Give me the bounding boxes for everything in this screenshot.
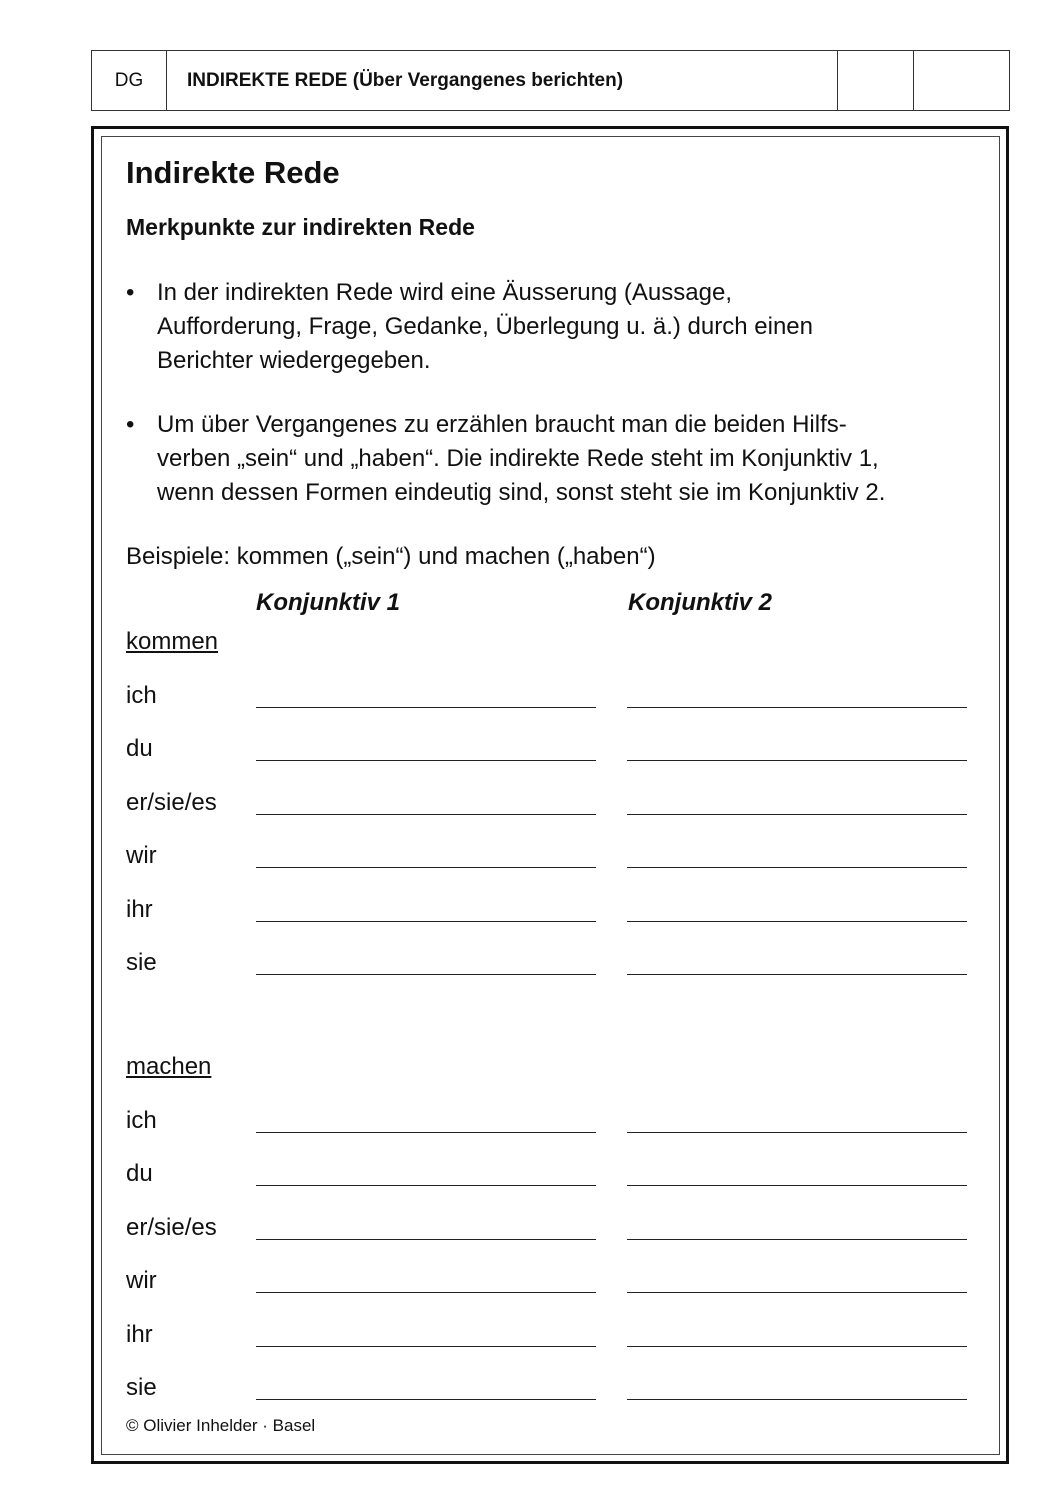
answer-blank-konjunktiv-1[interactable]: [256, 1185, 596, 1186]
answer-blank-konjunktiv-1[interactable]: [256, 814, 596, 815]
pronoun-label: du: [126, 735, 153, 763]
pronoun-label: du: [126, 1160, 153, 1188]
header-code: DG: [92, 51, 167, 110]
pronoun-label: ihr: [126, 895, 153, 923]
column-header-konjunktiv-1: Konjunktiv 1: [256, 589, 401, 616]
answer-blank-konjunktiv-2[interactable]: [627, 814, 967, 815]
answer-blank-konjunktiv-2[interactable]: [627, 1399, 967, 1400]
column-header-konjunktiv-2: Konjunktiv 2: [628, 589, 773, 616]
answer-blank-konjunktiv-1[interactable]: [256, 707, 596, 708]
answer-blank-konjunktiv-2[interactable]: [627, 1346, 967, 1347]
answer-blank-konjunktiv-1[interactable]: [256, 921, 596, 922]
bullet-line: Berichter wiedergegeben.: [157, 347, 431, 374]
answer-blank-konjunktiv-1[interactable]: [256, 1399, 596, 1400]
bullet-icon: •: [126, 411, 135, 438]
header-title: INDIREKTE REDE (Über Vergangenes berichten): [167, 51, 838, 110]
examples-label: Beispiele: kommen („sein“) und machen („haben“): [126, 543, 656, 570]
bullet-line: Um über Vergangenes zu erzählen braucht man die beiden Hilfs-: [157, 411, 847, 438]
pronoun-label: sie: [126, 949, 157, 976]
pronoun-label: wir: [126, 842, 157, 870]
answer-blank-konjunktiv-1[interactable]: [256, 974, 596, 975]
verb-heading: kommen: [126, 628, 219, 655]
answer-blank-konjunktiv-1[interactable]: [256, 760, 596, 761]
page-title: Indirekte Rede: [126, 155, 340, 190]
header-table: [91, 50, 1010, 111]
header-empty-cell: [838, 51, 914, 110]
answer-blank-konjunktiv-2[interactable]: [627, 760, 967, 761]
bullet-2: [126, 408, 885, 510]
pronoun-label: er/sie/es: [126, 788, 217, 816]
answer-blank-konjunktiv-1[interactable]: [256, 1132, 596, 1133]
answer-blank-konjunktiv-2[interactable]: [627, 1292, 967, 1293]
pronoun-label: ich: [126, 682, 157, 709]
verb-heading: machen: [126, 1053, 212, 1080]
answer-blank-konjunktiv-2[interactable]: [627, 1185, 967, 1186]
bullet-line: wenn dessen Formen eindeutig sind, sonst steht sie im Konjunktiv 2.: [157, 479, 886, 506]
answer-blank-konjunktiv-2[interactable]: [627, 921, 967, 922]
answer-blank-konjunktiv-2[interactable]: [627, 707, 967, 708]
bullet-1: [126, 276, 813, 378]
bullet-icon: •: [126, 279, 135, 306]
pronoun-label: ich: [126, 1107, 157, 1134]
header-empty-cell: [914, 51, 989, 110]
pronoun-label: er/sie/es: [126, 1213, 217, 1241]
answer-blank-konjunktiv-1[interactable]: [256, 867, 596, 868]
answer-blank-konjunktiv-2[interactable]: [627, 867, 967, 868]
answer-blank-konjunktiv-1[interactable]: [256, 1239, 596, 1240]
copyright-footer: © Olivier Inhelder · Basel: [126, 1416, 316, 1435]
bullet-line: Aufforderung, Frage, Gedanke, Überlegung u. ä.) durch einen: [157, 313, 813, 340]
bullet-line: verben „sein“ und „haben“. Die indirekte Rede steht im Konjunktiv 1,: [157, 445, 879, 472]
answer-blank-konjunktiv-2[interactable]: [627, 1239, 967, 1240]
pronoun-label: ihr: [126, 1320, 153, 1348]
subtitle: Merkpunkte zur indirekten Rede: [126, 214, 475, 240]
pronoun-label: sie: [126, 1374, 157, 1401]
answer-blank-konjunktiv-2[interactable]: [627, 974, 967, 975]
answer-blank-konjunktiv-1[interactable]: [256, 1346, 596, 1347]
answer-blank-konjunktiv-2[interactable]: [627, 1132, 967, 1133]
bullet-line: In der indirekten Rede wird eine Äusserung (Aussage,: [157, 279, 732, 306]
answer-blank-konjunktiv-1[interactable]: [256, 1292, 596, 1293]
pronoun-label: wir: [126, 1267, 157, 1295]
